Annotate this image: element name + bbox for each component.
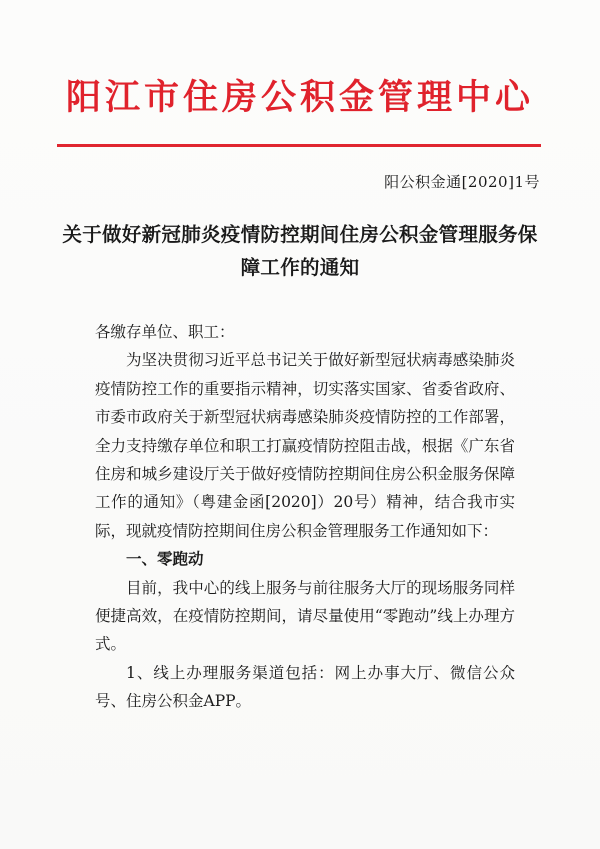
document-number: 阳公积金通[2020]1号 — [384, 173, 540, 191]
section-paragraph: 目前，我中心的线上服务与前往服务大厅的现场服务同样便捷高效，在疫情防控期间，请尽量使用“零跑动”线上办理方式。 — [95, 578, 515, 654]
section-paragraph: 1、线上办理服务渠道包括：网上办事大厅、微信公众号、住房公积金APP。 — [95, 663, 515, 711]
letterhead-title: 阳江市住房公积金管理中心 — [65, 78, 534, 118]
intro-paragraph: 为坚决贯彻习近平总书记关于做好新型冠状病毒感染肺炎疫情防控工作的重要指示精神，切实落实国家、省委省政府、市委市政府关于新型冠状病毒感染肺炎疫情防控的工作部署，全力支持缴存单位和职工打赢疫情防控阻击战，根据《广东省住房和城乡建设厅关于做好疫情防控期间住房公积金服务保障工作的通知》（粤建金函[2020]）20号）精神，结合我市实际，现就疫情防控期间住房公积金管理服务工作通知如下： — [95, 351, 515, 540]
document-title: 关于做好新冠肺炎疫情防控期间住房公积金管理服务保障工作的通知 — [62, 223, 538, 279]
section-heading: 一、零跑动 — [126, 549, 204, 569]
salutation: 各缴存单位、职工： — [95, 323, 235, 341]
letterhead-divider — [57, 144, 541, 147]
document-body — [95, 318, 515, 716]
